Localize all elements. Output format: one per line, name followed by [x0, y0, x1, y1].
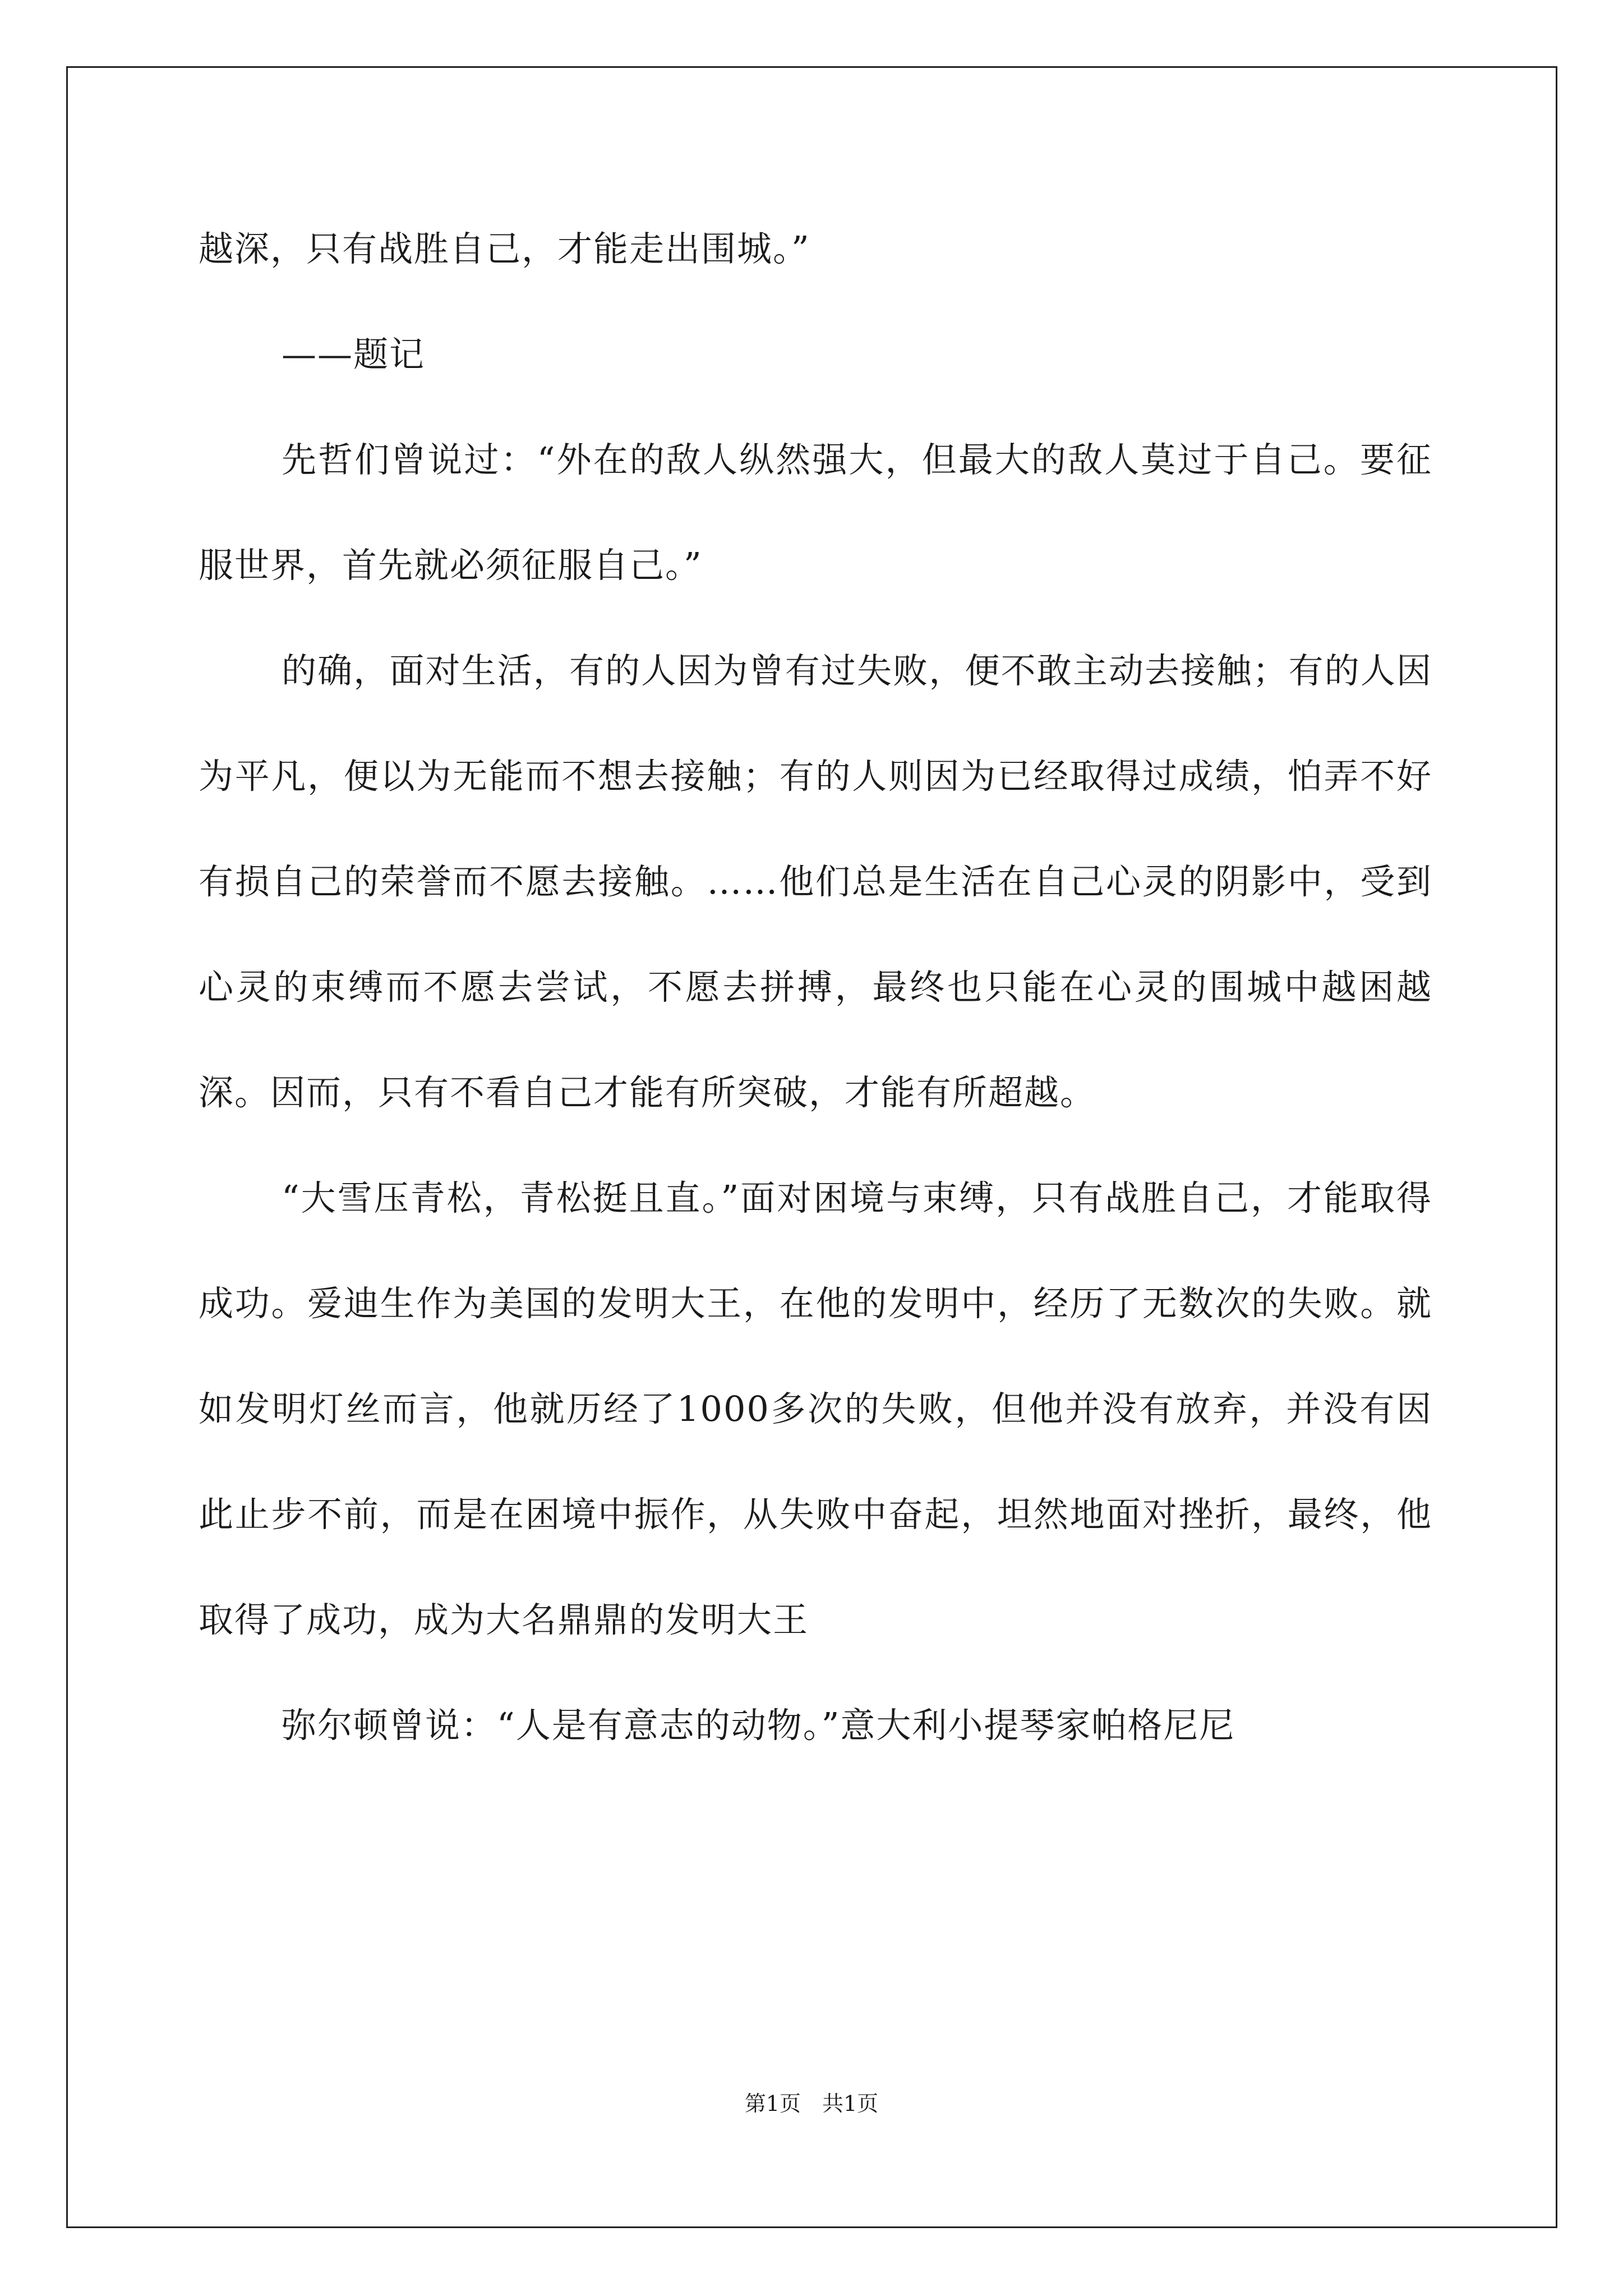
page-number-footer: 第1页 共1页	[744, 2091, 879, 2116]
document-body	[199, 196, 1432, 1778]
paragraph-inscription: ——题记	[282, 334, 426, 375]
paragraph: 弥尔顿曾说：“人是有意志的动物。”意大利小提琴家帕格尼尼	[282, 1705, 1235, 1746]
paragraph: 先哲们曾说过：“外在的敌人纵然强大，但最大的敌人莫过于自己。要征服世界，首先就必须征服自己。”	[199, 439, 1432, 586]
paragraph: 的确，面对生活，有的人因为曾有过失败，便不敢主动去接触；有的人因为平凡，便以为无能而不想去接触；有的人则因为已经取得过成绩，怕弄不好有损自己的荣誉而不愿去接触。……他们总是生活在自己心灵的阴影中，受到心灵的束缚而不愿去尝试，不愿去拼搏，最终也只能在心灵的围城中越困越深。因而，只有不看自己才能有所突破，才能有所超越。	[199, 650, 1432, 1113]
paragraph: “大雪压青松，青松挺且直。”面对困境与束缚，只有战胜自己，才能取得成功。爱迪生作为美国的发明大王，在他的发明中，经历了无数次的失败。就如发明灯丝而言，他就历经了1000多次的失败，但他并没有放弃，并没有因此止步不前，而是在困境中振作，从失败中奋起，坦然地面对挫折，最终，他取得了成功，成为大名鼎鼎的发明大王	[199, 1177, 1432, 1640]
paragraph: 越深，只有战胜自己，才能走出围城。”	[199, 228, 810, 269]
